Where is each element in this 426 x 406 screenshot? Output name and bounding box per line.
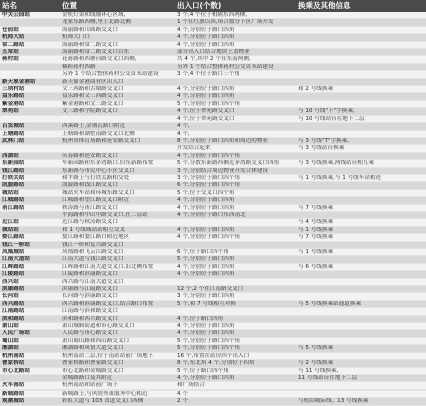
table-row	[0, 93, 426, 100]
location-cell: 西溪路上,金钢瓦路口附近	[60, 123, 175, 130]
transfer-info-cell	[296, 278, 426, 285]
station-name-cell: 婺江路站	[0, 234, 60, 241]
location-cell: 滨康路与江陵路交叉口	[60, 286, 175, 293]
location-cell: 和 1 号线城站站相互交叉	[60, 226, 175, 233]
table-row	[0, 315, 426, 322]
table-row	[0, 197, 426, 204]
station-name-cell: 观潮城站	[0, 398, 60, 405]
transfer-info-cell	[296, 19, 426, 26]
station-name-cell: 市心北路站	[0, 367, 60, 374]
table-row	[0, 323, 426, 330]
table-row	[0, 160, 426, 167]
exits-cell: 另外 1 个结合整体蒋村公交首末站建设	[175, 63, 296, 70]
table-row	[0, 56, 426, 63]
location-cell: 曹家桥路和曹家路交叉口	[60, 360, 175, 367]
table-row	[0, 26, 426, 33]
transfer-info-cell: 与 1 号线换乘,与 1 号线车站相连	[296, 174, 426, 181]
location-cell: 杭州南站二层,位于南站站前广场地下	[60, 352, 175, 359]
location-cell	[60, 145, 175, 152]
transfer-info-cell: 11 号线站台在地下二层	[296, 374, 426, 381]
exits-cell: 6 个,分别位于路口四个角	[175, 182, 296, 189]
exits-cell: 8 个,分别位于路口四角和周边的物业	[175, 137, 296, 144]
table-row	[0, 234, 426, 241]
header-row	[0, 0, 426, 12]
transfer-info-cell: 与 3 号线换乘,两线站台相互乘	[296, 160, 426, 167]
location-cell: 紫金港路和文三路交叉口	[60, 100, 175, 107]
station-name-cell: 滨康路站	[0, 286, 60, 293]
exits-cell: 4 个,分别位于路口四角	[175, 41, 296, 48]
location-cell: 湘湖路和风情大道交叉口	[60, 345, 175, 352]
table-row	[0, 300, 426, 307]
table-body	[0, 12, 426, 405]
location-cell: 江南路与滨和路交叉口	[60, 308, 175, 315]
exits-cell: 4 个,	[175, 123, 296, 130]
exits-cell: 部分出入口结合地块上盖物业	[175, 49, 296, 56]
table-row	[0, 63, 426, 70]
table-row	[0, 293, 426, 300]
transfer-info-cell: 与 5 号线换乘	[296, 345, 426, 352]
transfer-info-cell	[296, 197, 426, 204]
location-cell: 车新园路和东茅湾路口,旧东新路布置	[60, 160, 175, 167]
transfer-info-cell	[296, 293, 426, 300]
transfer-info-cell: 与 2 号线换乘	[296, 360, 426, 367]
transfer-info-cell	[296, 93, 426, 100]
station-name-cell: 西兴站	[0, 278, 60, 285]
exits-cell: 4 个	[175, 390, 296, 397]
station-name-cell: 蒋村站	[0, 56, 60, 63]
transfer-info-cell: 与 5 号线换乘站通道换乘	[296, 300, 426, 307]
station-name-cell: 长河站	[0, 293, 60, 300]
transfer-info-cell	[296, 63, 426, 70]
exits-cell: 4 个,分别位于路口四角	[175, 374, 296, 381]
transfer-info-cell: 与 1 号线换乘	[296, 226, 426, 233]
table-row	[0, 174, 426, 181]
table-row	[0, 100, 426, 107]
table-header	[0, 0, 426, 12]
station-name-cell: 江陵路站	[0, 271, 60, 278]
table-row	[0, 12, 426, 19]
station-name-cell: 江南路站	[0, 308, 60, 315]
station-name-cell	[0, 115, 60, 122]
transfer-info-cell	[296, 330, 426, 337]
exits-cell: 4 个,分别位于路口四角	[175, 204, 296, 211]
transfer-info-cell	[296, 241, 426, 248]
station-name-cell: 翠苑站	[0, 108, 60, 115]
exits-cell: 4 个,	[175, 130, 296, 137]
location-cell: 新天象金港商业区出入口	[60, 78, 175, 85]
station-name-cell: 萧山站	[0, 323, 60, 330]
exits-cell: 3 个,分别位于路口四个角	[175, 174, 296, 181]
table-row	[0, 115, 426, 122]
station-name-cell: 新天象金港站	[0, 78, 60, 85]
exits-cell: 12 个,2 个在江南路交叉口	[175, 286, 296, 293]
exits-cell: 开发结合起来	[175, 145, 296, 152]
table-row	[0, 352, 426, 359]
exits-cell: 4 个,分别位于路口四角	[175, 263, 296, 270]
location-cell: 婺江路和婺江路口附近地区	[60, 234, 175, 241]
station-name-cell: 甬江路站	[0, 204, 60, 211]
location-cell: 长河路与滨康路交叉口	[60, 293, 175, 300]
transfer-info-cell: 与 11 号线换乘,	[296, 367, 426, 374]
location-cell: 上塘路和湖墅南路交叉口北侧	[60, 130, 175, 137]
station-name-cell: 西湖站	[0, 152, 60, 159]
table-row	[0, 374, 426, 381]
transfer-info-cell	[296, 152, 426, 159]
exits-cell: 3 个,分别位于路口四角	[175, 293, 296, 300]
exits-cell	[175, 278, 296, 285]
station-name-cell	[0, 19, 60, 26]
table-row	[0, 249, 426, 256]
station-name-cell: 打铁关站	[0, 174, 60, 181]
location-cell: 金机灯果和线辅环心区域,	[60, 12, 175, 19]
exits-cell: 5 个,分别位于路口四角	[175, 256, 296, 263]
station-name-cell: 五常站	[0, 49, 60, 56]
transfer-info-cell	[296, 130, 426, 137]
transfer-info-cell	[296, 41, 426, 48]
location-cell: 新城路上,与风情秀萧服务中心相近	[60, 390, 175, 397]
table-row	[0, 204, 426, 211]
station-name-cell: 江城路站	[0, 197, 60, 204]
transfer-info-cell: 与 3 号线"T"字换乘,	[296, 137, 426, 144]
transfer-info-cell: 与杭绍城际线、13 号线换乘	[296, 398, 426, 405]
transfer-info-cell	[296, 390, 426, 397]
location-cell: 城站火车站和环城东路交叉口	[60, 189, 175, 196]
transfer-info-cell	[296, 71, 426, 78]
table-row	[0, 286, 426, 293]
location-cell: 杭州市体育场路和延安路交叉口	[60, 137, 175, 144]
location-cell: 江晖路和江南大道交叉口,旧北侧布置	[60, 263, 175, 270]
location-cell: 另外 1 个结合整体蒋村公交首末站建设	[60, 71, 175, 78]
transfer-info-cell: 与 7 号线换乘	[296, 234, 426, 241]
exits-cell: 5 个,分别位于路口四个角	[175, 100, 296, 107]
exits-cell: 4 个,分别位于路口四角	[175, 34, 296, 41]
table-row	[0, 226, 426, 233]
transfer-info-cell	[296, 182, 426, 189]
location-cell: 庆春路和延安路交叉口	[60, 152, 175, 159]
table-row	[0, 278, 426, 285]
station-name-cell: 百货城站	[0, 123, 60, 130]
station-name-cell: 杭州南站	[0, 352, 60, 359]
station-name-cell: 紫金港站	[0, 100, 60, 107]
station-name-cell	[0, 63, 60, 70]
table-row	[0, 145, 426, 152]
transfer-info-cell	[296, 286, 426, 293]
location-cell: 秋涛路与甬江路交叉口	[60, 204, 175, 211]
station-name-cell: 钱江一桥站	[0, 241, 60, 248]
transfer-info-cell: 与 4 号线换乘	[296, 219, 426, 226]
exits-cell: 2 个	[175, 398, 296, 405]
transfer-info-cell	[296, 26, 426, 33]
table-row	[0, 78, 426, 85]
header-station-name: 站名	[0, 0, 60, 12]
exits-cell: 4 个,分别位于路口四角	[175, 323, 296, 330]
exits-cell: 4 个,分别位于路口四角	[175, 86, 296, 93]
exits-cell: 5 个,分别位于路口四个角	[175, 345, 296, 352]
table-row	[0, 182, 426, 189]
exits-cell: 4 个,分别位于路口四角	[175, 93, 296, 100]
transfer-info-cell	[296, 12, 426, 19]
transfer-info-cell	[296, 271, 426, 278]
exits-cell: 5 个,位于路口四个角	[175, 367, 296, 374]
exits-cell: 1 个在红旗以西,场合数分下区广场开发	[175, 19, 296, 26]
table-row	[0, 219, 426, 226]
station-name-cell: 城站站	[0, 226, 60, 233]
location-cell: 近江路与秋涛路交叉口	[60, 219, 175, 226]
transfer-info-cell	[296, 308, 426, 315]
station-name-cell: 江晖路站	[0, 263, 60, 270]
station-name-cell	[0, 374, 60, 381]
table-row	[0, 367, 426, 374]
transfer-info-cell	[296, 323, 426, 330]
exits-cell: 4 个,分别位于路口东西南北	[175, 211, 296, 218]
station-name-cell: 武林门站	[0, 137, 60, 144]
transfer-info-cell	[296, 78, 426, 85]
table-row	[0, 49, 426, 56]
station-name-cell: 东新园站	[0, 160, 60, 167]
table-row	[0, 390, 426, 397]
table-row	[0, 19, 426, 26]
exits-cell	[175, 241, 296, 248]
station-name-cell: 钱江路站	[0, 167, 60, 174]
station-name-cell: 仓前站	[0, 26, 60, 33]
table-row	[0, 211, 426, 218]
transfer-info-cell	[296, 56, 426, 63]
exits-cell: 3 个,4 个位于路口三个角	[175, 71, 296, 78]
station-name-cell: 中关公园站	[0, 12, 60, 19]
table-row	[0, 34, 426, 41]
location-cell: 东新路与市民中心小区交叉口	[60, 167, 175, 174]
station-name-cell: 凯旋路站	[0, 182, 60, 189]
exits-cell: 4 个,位于路口四角	[175, 315, 296, 322]
exits-cell	[175, 308, 296, 315]
location-cell: 西兴路和滨康路交叉口,结合路口布置	[60, 300, 175, 307]
transfer-info-cell	[296, 211, 426, 218]
exits-cell	[175, 78, 296, 85]
station-name-cell: 火车南站	[0, 382, 60, 389]
table-row	[0, 382, 426, 389]
station-name-cell: 新城路站	[0, 390, 60, 397]
location-cell: 龙家东路西侧,里士北路北侧	[60, 19, 175, 26]
location-cell: 海丽路和常二路交叉口以东	[60, 49, 175, 56]
table-row	[0, 41, 426, 48]
transfer-info-cell: 与 10 号线站台在地下二层	[296, 115, 426, 122]
transfer-info-cell	[296, 337, 426, 344]
table-row	[0, 167, 426, 174]
station-name-cell	[0, 71, 60, 78]
station-name-cell: 近江站	[0, 219, 60, 226]
exits-cell: 4 个,位于翠苑路交叉口	[175, 115, 296, 122]
location-cell: 文三西路和古墩路交叉口	[60, 86, 175, 93]
location-cell: 江陵路和滨康路交叉口	[60, 271, 175, 278]
location-cell: 海丽路和常二路交叉口	[60, 41, 175, 48]
location-cell: 滨和路和西兴路交叉口	[60, 315, 175, 322]
location-cell: 文三路和学院路交叉口	[60, 108, 175, 115]
table-row	[0, 263, 426, 270]
exits-cell: 4 个,分别位于路口四角	[175, 26, 296, 33]
station-name-cell: 上塘路站	[0, 130, 60, 137]
transfer-info-cell	[296, 49, 426, 56]
station-name-cell: 江南大道站	[0, 256, 60, 263]
exits-cell: 4 个,分别位于路口四角	[175, 330, 296, 337]
exits-cell: 4 个,分别位于路口四角	[175, 197, 296, 204]
exits-cell: 4 个,分别位于路口四个角	[175, 234, 296, 241]
table-row	[0, 137, 426, 144]
exits-cell: 5 个,位于交叉口四个角	[175, 189, 296, 196]
station-name-cell: 常二路站	[0, 41, 60, 48]
exits-cell: 和广场结合	[175, 382, 296, 389]
exits-cell: 5 个,分别位于路口四个角	[175, 337, 296, 344]
station-name-cell: 西兴路站	[0, 300, 60, 307]
exits-cell: 8 个,东北角 4 个,分别位于四角	[175, 360, 296, 367]
station-name-cell: 杭师大站	[0, 34, 60, 41]
transfer-info-cell	[296, 34, 426, 41]
transfer-info-cell	[296, 167, 426, 174]
location-cell: 彩虹大道与 103 省道交叉口西侧	[60, 398, 175, 405]
location-cell: 益乐路和文三西路交叉口	[60, 93, 175, 100]
transfer-info-cell: 和 2 号线换乘	[296, 86, 426, 93]
table-row	[0, 130, 426, 137]
table-row	[0, 108, 426, 115]
location-cell: 西兴路与江南大道交叉口	[60, 278, 175, 285]
exits-cell: 3 个,4 个位于相隔东西两侧,	[175, 12, 296, 19]
table-row	[0, 241, 426, 248]
station-name-cell: 凤凰城站	[0, 249, 60, 256]
exits-cell	[175, 219, 296, 226]
station-name-cell: 城站站	[0, 189, 60, 196]
header-transfer-info: 换乘及其他信息	[296, 0, 426, 12]
location-cell: 凤凰路和飞云江路交叉口	[60, 249, 175, 256]
exits-cell: 5 个,分散东新路西侧近茅湾路交叉口四角	[175, 160, 296, 167]
transfer-info-cell	[296, 100, 426, 107]
exits-cell: 16 个,布置在站房四个出入口	[175, 352, 296, 359]
station-name-cell: 蜀山站	[0, 337, 60, 344]
location-cell: 江南大道与钱江路交叉口	[60, 256, 175, 263]
transfer-info-cell	[296, 315, 426, 322]
transfer-info-cell	[296, 256, 426, 263]
table-row	[0, 330, 426, 337]
location-cell	[60, 115, 175, 122]
exits-cell: 4 个,分别位于路口四个角	[175, 152, 296, 159]
table-row	[0, 189, 426, 196]
exits-cell: 3 个,分别结合周边物业开发合体建设	[175, 167, 296, 174]
exits-cell: 6 个,位于路口四个角	[175, 249, 296, 256]
location-cell: 花蒋路和西塘河路交叉口西侧,	[60, 56, 175, 63]
transfer-info-cell	[296, 123, 426, 130]
transfer-info-cell: 与 1 号线换乘	[296, 249, 426, 256]
header-exits: 出入口(个数)	[175, 0, 296, 12]
exits-cell: 5 个,和 7 号线相互对换	[175, 300, 296, 307]
station-name-cell: 三坝村站	[0, 86, 60, 93]
table-row	[0, 271, 426, 278]
exits-cell: 4 个,分别位于路口四角	[175, 271, 296, 278]
table-row	[0, 86, 426, 93]
location-cell: 平海路和中山中路交叉口,在二层站	[60, 211, 175, 218]
station-name-cell	[0, 145, 60, 152]
table-row	[0, 123, 426, 130]
transfer-info-cell	[296, 382, 426, 389]
station-name-cell	[0, 211, 60, 218]
table-row	[0, 256, 426, 263]
location-cell: 和平路上与打铁关路相交处	[60, 174, 175, 181]
station-name-cell: 益乐路站	[0, 93, 60, 100]
header-location: 位置	[60, 0, 175, 12]
transfer-info-cell: 与 3 号线站台换乘	[296, 145, 426, 152]
station-name-cell: 曹家桥站	[0, 360, 60, 367]
transfer-info-cell: 与 6 号线换乘	[296, 263, 426, 270]
table-row	[0, 337, 426, 344]
exits-cell: 共 4 个,其中 2 个在东南两侧,	[175, 56, 296, 63]
exits-cell: 4 个,位于翠苑路交叉口	[175, 108, 296, 115]
table-row	[0, 308, 426, 315]
location-cell: 横跨蒋村西路	[60, 63, 175, 70]
table-row	[0, 71, 426, 78]
exits-cell: 4 个,分别位于路口四角	[175, 226, 296, 233]
location-cell: 杭师大门口	[60, 34, 175, 41]
location-cell: 海丽路和川圆路交叉口	[60, 26, 175, 33]
table-row	[0, 345, 426, 352]
location-cell: 钱江一桥和复兴路交叉口	[60, 241, 175, 248]
location-cell: 江城路和望江路交叉口附近	[60, 197, 175, 204]
table-row	[0, 360, 426, 367]
location-cell: 市心北路和金城路交叉口	[60, 367, 175, 374]
station-name-cell: 人民广场站	[0, 330, 60, 337]
transfer-info-cell: 与 7 号线换乘	[296, 204, 426, 211]
table-row	[0, 152, 426, 159]
location-cell: 杭州南站和站前广场下	[60, 382, 175, 389]
station-name-cell: 滨和路站	[0, 315, 60, 322]
location-cell: 凯旋路和钱江路交叉口	[60, 182, 175, 189]
transfer-info-cell	[296, 189, 426, 196]
transfer-info-cell	[296, 352, 426, 359]
location-cell: 萧山城厢街道和市心路交叉口	[60, 323, 175, 330]
station-name-cell: 湘湖站	[0, 345, 60, 352]
location-cell: 金城路路口及其附近	[60, 374, 175, 381]
location-cell: 萧山蜀山路和西山路交叉口	[60, 337, 175, 344]
transfer-info-cell: 与 10 号线"下"字换乘,	[296, 108, 426, 115]
location-cell: 人民路与市心路交叉口	[60, 330, 175, 337]
